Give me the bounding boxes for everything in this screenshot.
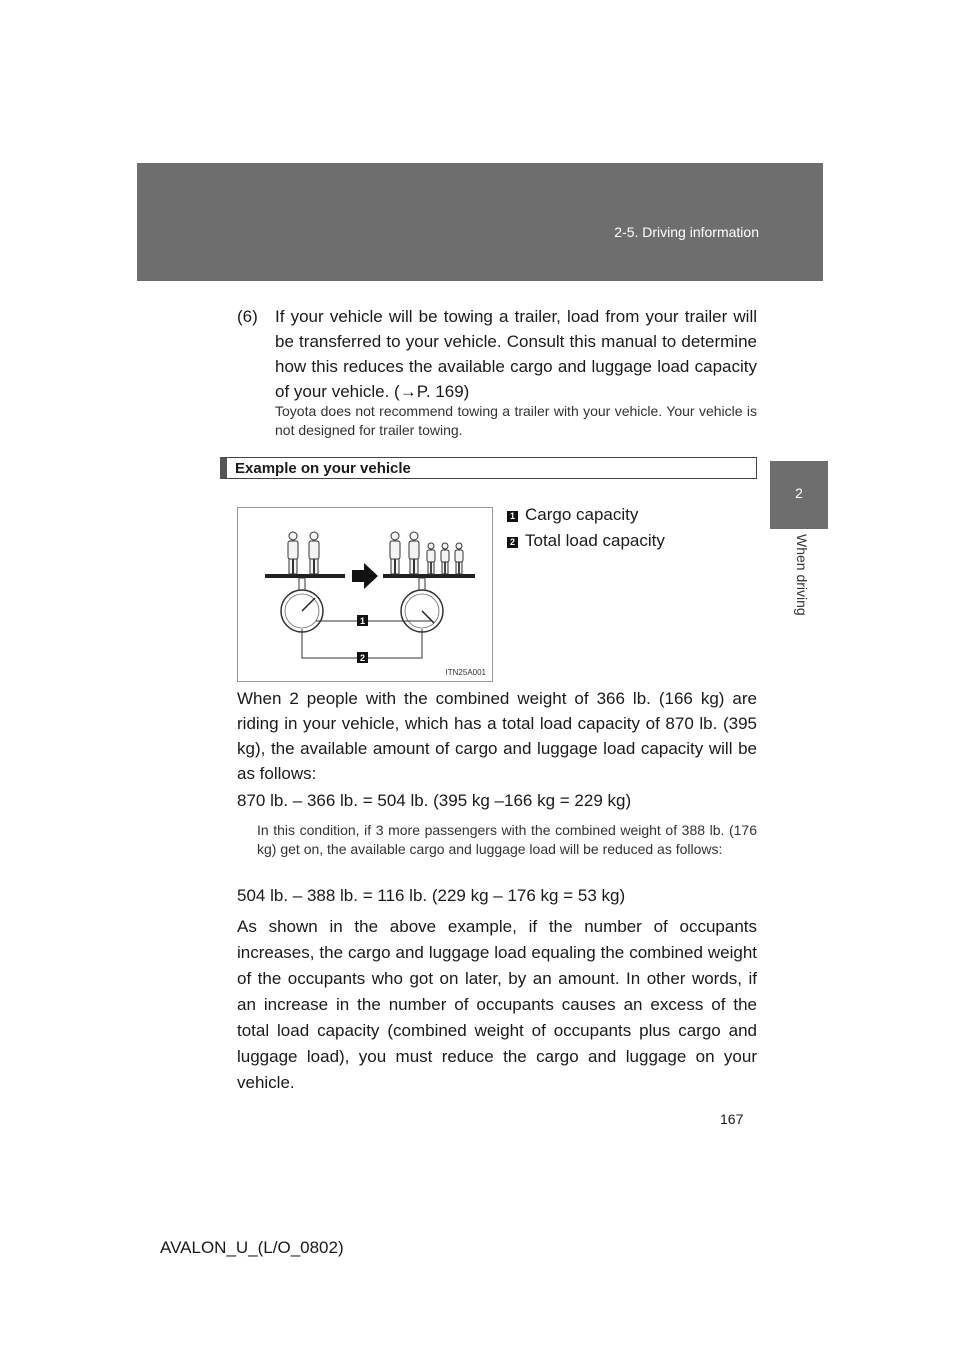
page-number: 167	[720, 1111, 744, 1127]
example-heading: Example on your vehicle	[220, 457, 757, 479]
legend-label: Total load capacity	[525, 531, 665, 550]
calculation-1: 870 lb. – 366 lb. = 504 lb. (395 kg –166 kg = 229 kg)	[237, 791, 632, 810]
paragraph-summary: As shown in the above example, if the number of occupants increases, the cargo and luggage load equaling the combined weight of the occupants who got on later, by an amount. In other words, if an increase in the number of occupants causes an excess of the total load capacity (combined weight of occupants plus cargo and luggage load), you must reduce the cargo and luggage on your vehicle.	[237, 917, 757, 1092]
paragraph-example: When 2 people with the combined weight of 366 lb. (166 kg) are riding in your vehicle, which has a total load capacity of 870 lb. (395 kg), the available amount of cargo and luggage load capacity will be as follows:	[237, 689, 757, 783]
list-item-number: (6)	[237, 307, 258, 326]
load-capacity-figure	[237, 507, 493, 682]
chapter-tab	[770, 461, 828, 529]
load-illustration	[238, 508, 492, 681]
svg-text:2: 2	[359, 653, 366, 663]
passenger-note: In this condition, if 3 more passengers with the combined weight of 388 lb. (176 kg) get on, the available cargo and luggage load will be reduced as follows:	[257, 822, 757, 857]
figure-code: ITN25A001	[445, 668, 486, 677]
legend-badge: 1	[507, 511, 518, 522]
svg-text:1: 1	[359, 616, 366, 626]
legend-badge: 2	[507, 537, 518, 548]
legend-item-total	[507, 531, 665, 551]
section-title: 2-5. Driving information	[614, 224, 759, 240]
header-band	[137, 163, 823, 281]
chapter-number: 2	[795, 485, 803, 501]
list-item-text: If your vehicle will be towing a trailer, load from your trailer will be transferred to your vehicle. Consult this manual to determine how this reduces the available cargo and luggage load capacity of your vehicle. (→P. 169)	[275, 307, 757, 401]
legend-label: Cargo capacity	[525, 505, 639, 524]
calculation-2: 504 lb. – 388 lb. = 116 lb. (229 kg – 176 kg = 53 kg)	[237, 886, 626, 905]
chapter-label: When driving	[794, 534, 810, 616]
legend-item-cargo	[507, 505, 638, 525]
document-code: AVALON_U_(L/O_0802)	[160, 1238, 344, 1257]
trailer-note: Toyota does not recommend towing a trailer with your vehicle. Your vehicle is not designed for trailer towing.	[275, 403, 757, 438]
list-item-6	[237, 304, 757, 404]
